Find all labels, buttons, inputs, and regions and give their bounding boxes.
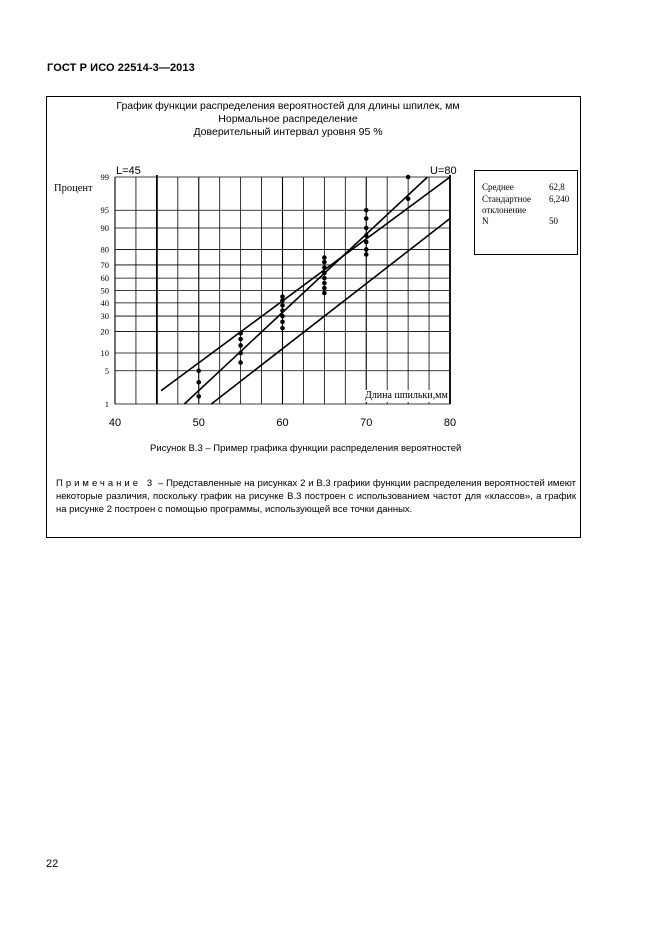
data-point bbox=[364, 233, 369, 238]
data-point bbox=[238, 343, 243, 348]
data-point bbox=[238, 351, 243, 356]
x-tick-label: 50 bbox=[192, 417, 205, 429]
data-point bbox=[238, 337, 243, 342]
note-text: – Представленные на рисунках 2 и В.3 графики функции распределения вероятностей имеют некоторые различия, поскольку график на рисунке В.3 построен с использованием частот для «классов», а график на рисунке 2 построен с помощью программы, использующей все точки данных. bbox=[56, 478, 576, 515]
chart-subtitle-distribution: Нормальное распределение bbox=[218, 113, 358, 125]
y-tick-label: 90 bbox=[100, 222, 109, 233]
data-point bbox=[238, 331, 243, 336]
lower-confidence-line bbox=[211, 218, 450, 404]
data-point bbox=[322, 271, 327, 276]
x-axis-title: Длина шпильки,мм bbox=[365, 390, 448, 401]
data-point bbox=[280, 308, 285, 313]
data-point bbox=[322, 260, 327, 265]
upper-limit-label: U=80 bbox=[430, 165, 457, 177]
data-point bbox=[196, 380, 201, 385]
stat-n-label: N bbox=[482, 216, 489, 226]
data-point bbox=[280, 314, 285, 319]
y-tick-label: 10 bbox=[100, 348, 109, 359]
y-tick-label: 30 bbox=[100, 311, 109, 322]
data-point bbox=[322, 255, 327, 260]
data-point bbox=[364, 252, 369, 257]
upper-confidence-line bbox=[161, 177, 450, 391]
data-point bbox=[364, 208, 369, 213]
y-tick-label: 40 bbox=[100, 297, 109, 308]
data-point bbox=[364, 240, 369, 245]
data-point bbox=[322, 276, 327, 281]
y-tick-label: 5 bbox=[104, 365, 109, 376]
x-tick-label: 70 bbox=[360, 417, 373, 429]
stat-sd-value: 6,240 bbox=[549, 194, 570, 204]
stat-n-value: 50 bbox=[549, 216, 558, 226]
chart-title: График функции распределения вероятностей для длины шпилек, мм bbox=[116, 100, 460, 112]
data-point bbox=[406, 196, 411, 201]
stat-mean-label: Среднее bbox=[482, 182, 514, 192]
data-point bbox=[364, 226, 369, 231]
data-point bbox=[322, 291, 327, 296]
data-point bbox=[196, 394, 201, 399]
data-point bbox=[280, 326, 285, 331]
x-tick-label: 80 bbox=[443, 417, 457, 429]
y-tick-label: 95 bbox=[100, 205, 109, 216]
data-point bbox=[280, 294, 285, 299]
data-point bbox=[280, 320, 285, 325]
chart-subtitle-confidence: Доверительный интервал уровня 95 % bbox=[193, 126, 383, 138]
y-tick-label: 60 bbox=[100, 273, 109, 284]
x-tick-label: 40 bbox=[108, 417, 122, 429]
y-tick-label: 50 bbox=[100, 285, 109, 296]
page-number: 22 bbox=[46, 858, 59, 870]
note-label: Примечание 3 bbox=[56, 478, 156, 489]
statistics-box bbox=[474, 170, 578, 255]
data-point bbox=[322, 286, 327, 291]
y-axis-title: Процент bbox=[54, 183, 93, 194]
y-tick-label: 80 bbox=[100, 244, 109, 255]
data-point bbox=[322, 265, 327, 270]
stat-sd-label: Стандартное отклонение bbox=[482, 194, 532, 215]
document-header: ГОСТ Р ИСО 22514-3—2013 bbox=[47, 62, 195, 74]
data-point bbox=[322, 281, 327, 286]
data-point bbox=[364, 247, 369, 252]
data-point bbox=[238, 360, 243, 365]
stat-mean-value: 62,8 bbox=[549, 182, 565, 192]
data-point bbox=[364, 216, 369, 221]
x-tick-label: 60 bbox=[276, 417, 289, 429]
data-point bbox=[280, 303, 285, 308]
data-point bbox=[406, 175, 411, 180]
y-tick-label: 1 bbox=[104, 399, 109, 409]
note-paragraph bbox=[56, 477, 576, 516]
y-tick-label: 70 bbox=[100, 259, 109, 270]
y-tick-label: 99 bbox=[100, 172, 109, 182]
y-tick-label: 20 bbox=[100, 326, 109, 337]
figure-caption: Рисунок В.3 – Пример графика функции распределения вероятностей bbox=[150, 443, 462, 454]
lower-limit-label: L=45 bbox=[116, 165, 141, 177]
data-point bbox=[196, 368, 201, 373]
